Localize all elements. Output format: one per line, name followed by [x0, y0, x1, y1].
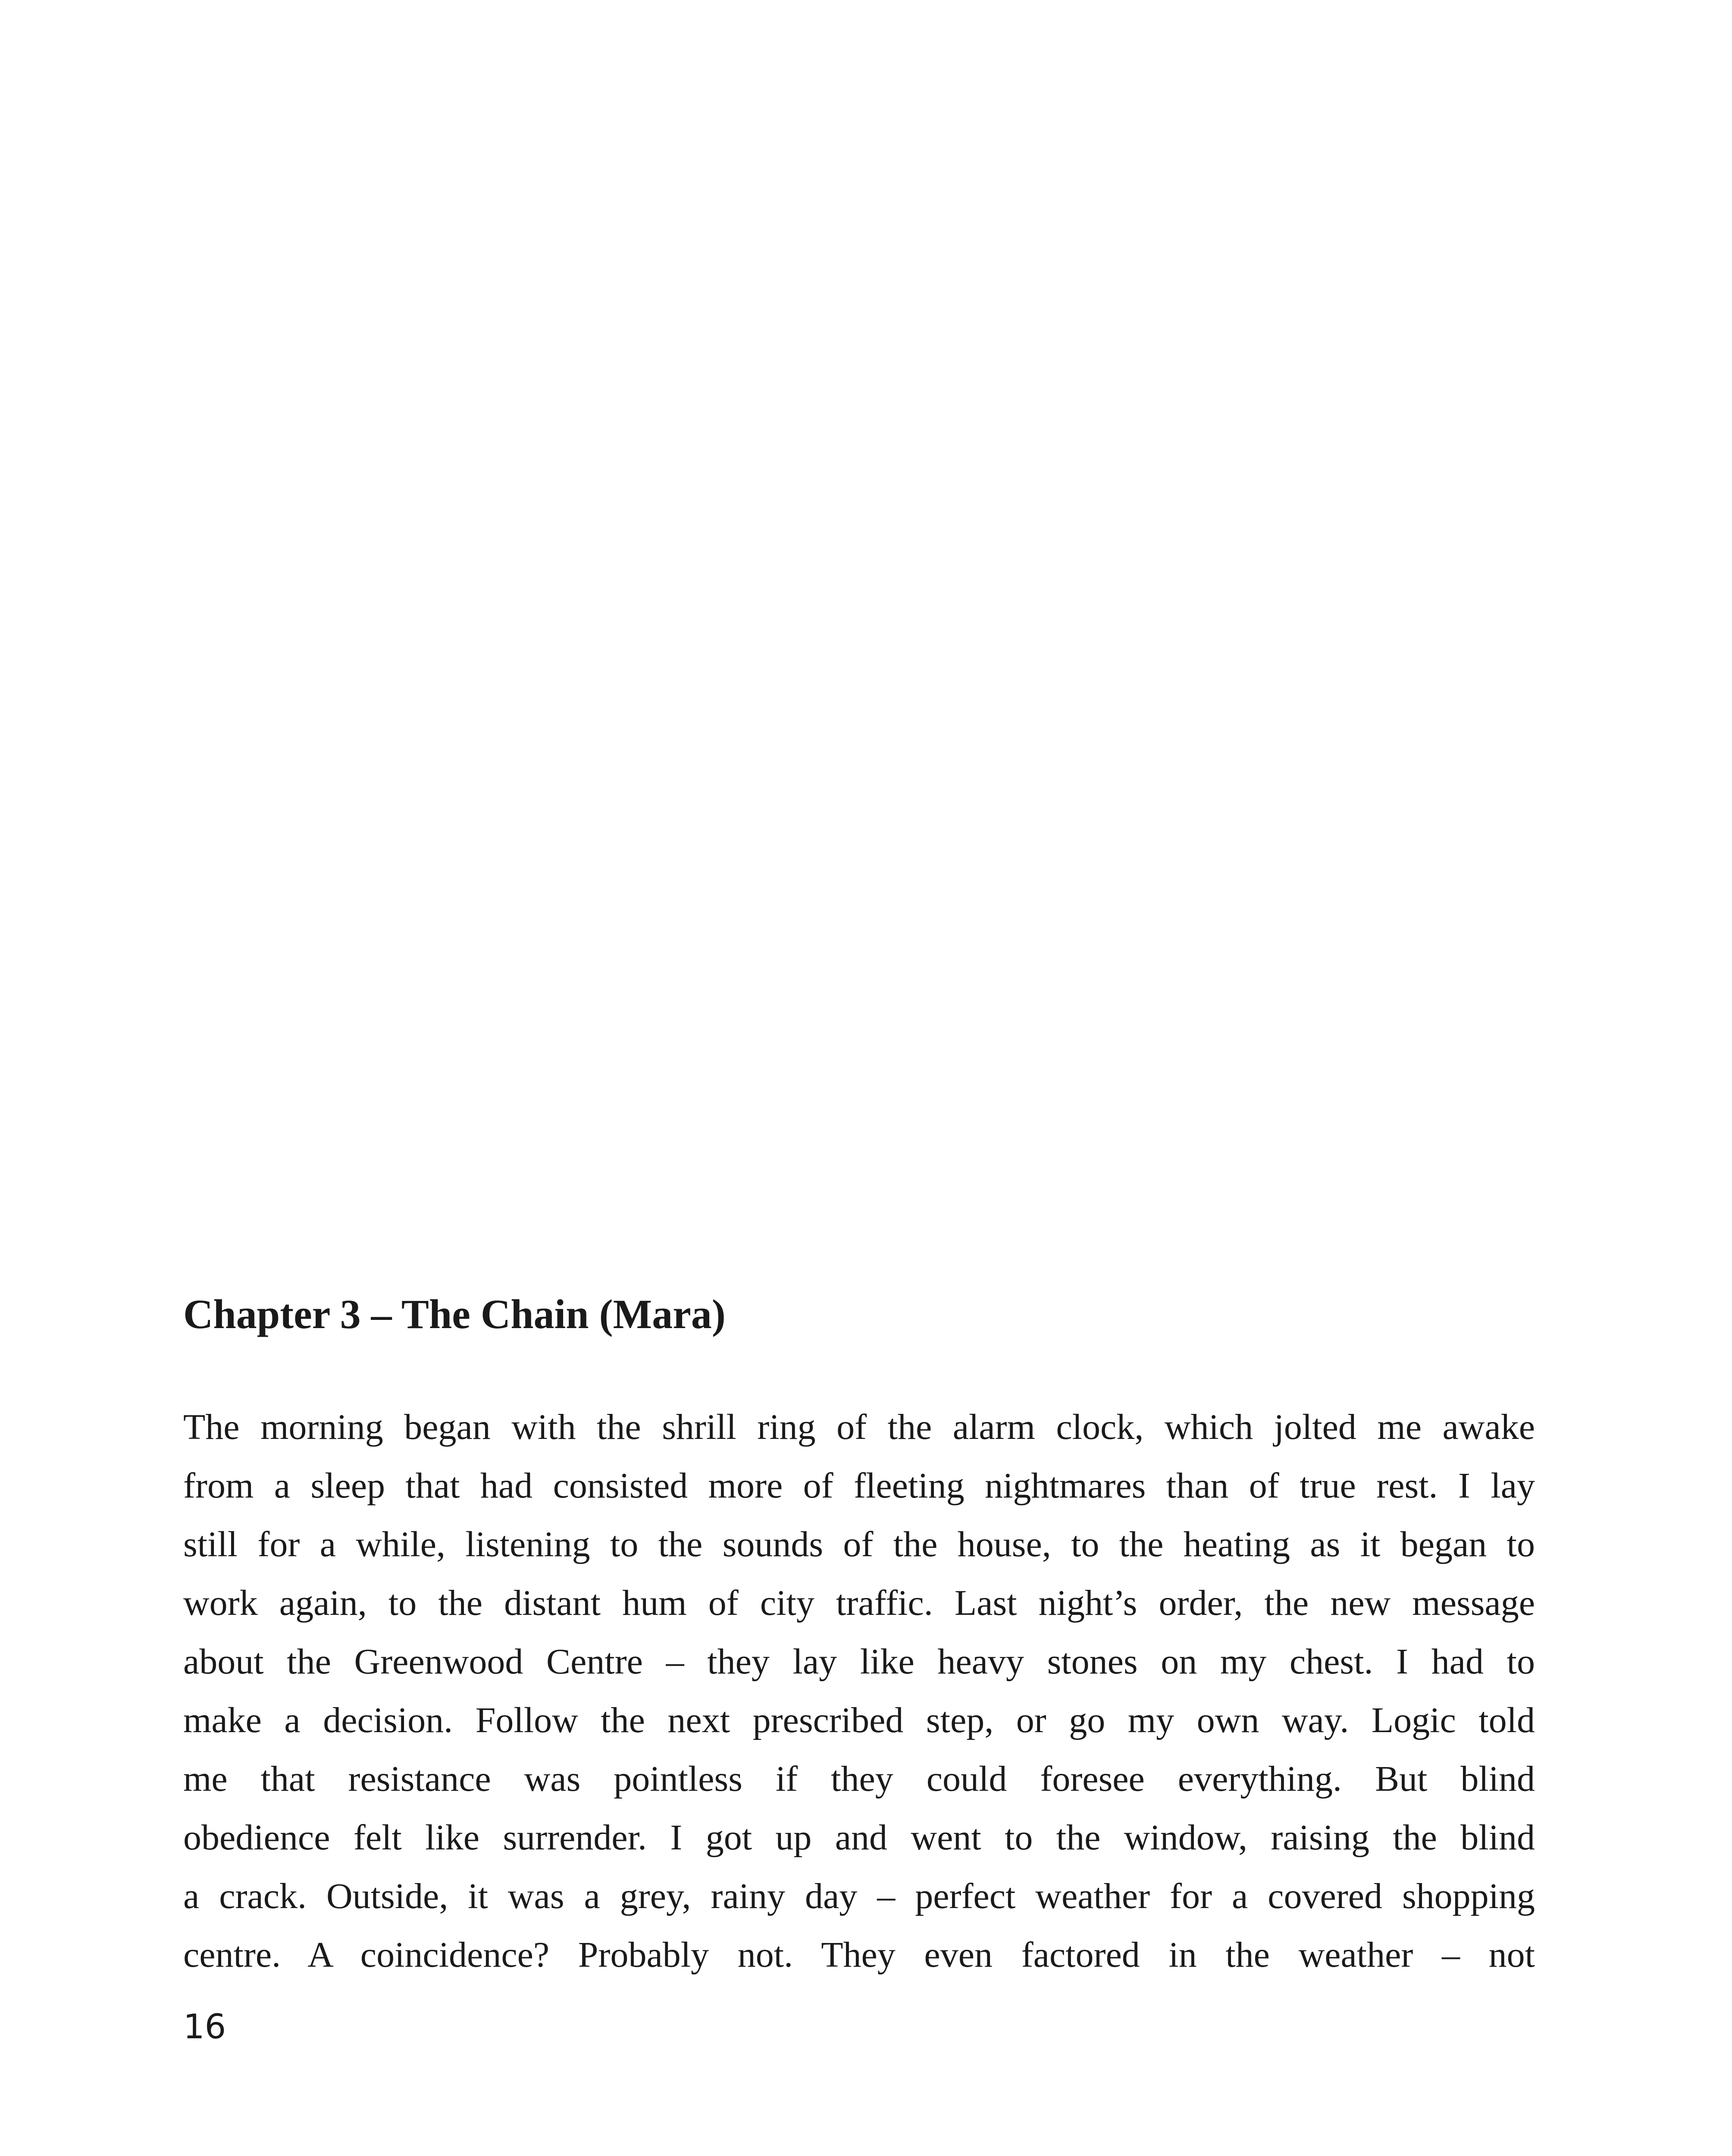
- text-line: me that resistance was pointless if they could foresee everything. But blind: [183, 1759, 1535, 1799]
- page-number: 16: [183, 2008, 226, 2046]
- text-line: make a decision. Follow the next prescribed step, or go my own way. Logic told: [183, 1700, 1535, 1740]
- text-line: still for a while, listening to the sounds of the house, to the heating as it began to: [183, 1524, 1535, 1564]
- text-line: The morning began with the shrill ring of the alarm clock, which jolted me awake: [183, 1407, 1535, 1447]
- text-line: work again, to the distant hum of city traffic. Last night’s order, the new message: [183, 1583, 1535, 1623]
- chapter-heading: Chapter 3 – The Chain (Mara): [183, 1291, 726, 1337]
- text-line: centre. A coincidence? Probably not. They even factored in the weather – not: [183, 1935, 1535, 1975]
- text-line: a crack. Outside, it was a grey, rainy day – perfect weather for a covered shopping: [183, 1876, 1535, 1916]
- text-line: obedience felt like surrender. I got up and went to the window, raising the blind: [183, 1818, 1535, 1858]
- text-line: from a sleep that had consisted more of fleeting nightmares than of true rest. I lay: [183, 1466, 1535, 1506]
- text-line: about the Greenwood Centre – they lay like heavy stones on my chest. I had to: [183, 1642, 1535, 1682]
- body-paragraph: [183, 1398, 1535, 1984]
